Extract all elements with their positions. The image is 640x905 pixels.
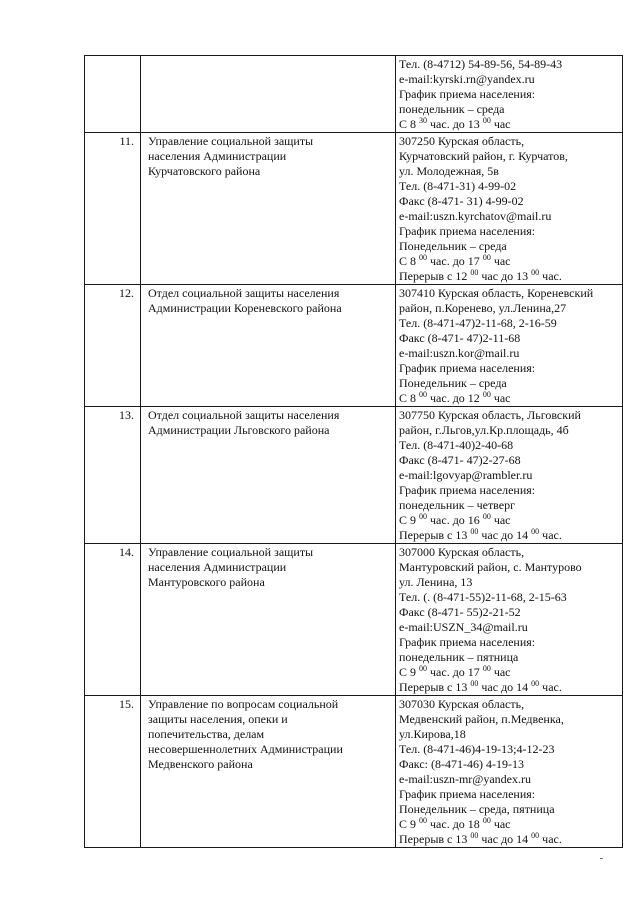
contact-line: понедельник – четверг [399, 498, 516, 512]
schedule-text: Перерыв с 13 [399, 528, 471, 542]
row-number [85, 56, 141, 133]
schedule-line [399, 391, 622, 406]
schedule-line [399, 665, 622, 680]
contact-line: Тел. (. (8-471-55)2-11-68, 2-15-63 [399, 590, 567, 604]
office-name-line: Отдел социальной защиты населения [148, 408, 340, 422]
contact-line: Факс (8-471- 47)2-27-68 [399, 453, 521, 467]
contacts-cell [396, 407, 623, 544]
schedule-line [399, 832, 622, 847]
time-minutes-superscript: 00 [482, 116, 491, 125]
schedule-text: час. до 13 [427, 117, 483, 131]
contact-line: понедельник – пятница [399, 650, 519, 664]
table-row [85, 285, 623, 407]
contact-line: e-mail:uszn-mr@yandex.ru [399, 772, 532, 786]
contact-line: 307750 Курская область, Льговский [399, 408, 581, 422]
contacts-cell [396, 544, 623, 696]
schedule-line [399, 117, 622, 132]
time-minutes-superscript: 00 [531, 679, 540, 688]
time-minutes-superscript: 00 [470, 527, 479, 536]
office-name-cell [141, 56, 396, 133]
time-minutes-superscript: 00 [419, 253, 428, 262]
office-name-line: Мантуровского района [148, 575, 265, 589]
schedule-text: С 8 [399, 117, 420, 131]
schedule-text: час. до 18 [427, 817, 483, 831]
contacts-cell [396, 285, 623, 407]
schedule-text: час до 14 [478, 680, 532, 694]
schedule-text: час [490, 254, 511, 268]
time-minutes-superscript: 00 [482, 664, 491, 673]
schedule-text: час. до 17 [427, 254, 483, 268]
contact-line: График приема населения: [399, 361, 536, 375]
office-name-line: Администрации Кореневского района [148, 301, 342, 315]
table-row [85, 56, 623, 133]
office-name-line: попечительства, делам [148, 727, 265, 741]
office-name-line: защиты населения, опеки и [148, 712, 288, 726]
time-minutes-superscript: 00 [470, 831, 479, 840]
office-name-line: Управление социальной защиты [148, 134, 314, 148]
contact-line: Медвенский район, п.Медвенка, [399, 712, 564, 726]
contact-line: e-mail:lgovyap@rambler.ru [399, 468, 533, 482]
contact-line: ул. Молодежная, 5в [399, 164, 499, 178]
contact-line: Понедельник – среда [399, 376, 507, 390]
time-minutes-superscript: 00 [482, 816, 491, 825]
office-name-line: Курчатовского района [148, 164, 261, 178]
time-minutes-superscript: 00 [419, 390, 428, 399]
schedule-text: час. до 12 [427, 391, 483, 405]
office-name-line: населения Администрации [148, 560, 287, 574]
scan-artifact [600, 858, 603, 859]
contact-line: Мантуровский район, с. Мантурово [399, 560, 582, 574]
schedule-text: час. [539, 680, 562, 694]
schedule-line [399, 269, 622, 284]
contacts-cell [396, 56, 623, 133]
contact-line: e-mail:USZN_34@mail.ru [399, 620, 528, 634]
table-row [85, 133, 623, 285]
contact-line: Тел. (8-471-40)2-40-68 [399, 438, 514, 452]
contact-line: Факс: (8-471-46) 4-19-13 [399, 757, 524, 771]
contact-line: График приема населения: [399, 483, 536, 497]
schedule-text: час [490, 391, 511, 405]
contact-line: График приема населения: [399, 635, 536, 649]
contact-line: район, п.Коренево, ул.Ленина,27 [399, 301, 567, 315]
office-name-line: Отдел социальной защиты населения [148, 286, 340, 300]
schedule-line [399, 528, 622, 543]
schedule-text: час. [539, 269, 562, 283]
time-minutes-superscript: 00 [482, 512, 491, 521]
table-row [85, 407, 623, 544]
office-name-line: населения Администрации [148, 149, 287, 163]
contact-line: Тел. (8-471-31) 4-99-02 [399, 179, 517, 193]
row-number: 12. [85, 285, 141, 407]
office-name-cell [141, 544, 396, 696]
schedule-text: С 8 [399, 391, 420, 405]
time-minutes-superscript: 00 [470, 268, 479, 277]
table-row [85, 544, 623, 696]
schedule-text: час [490, 513, 511, 527]
time-minutes-superscript: 00 [482, 253, 491, 262]
schedule-text: час до 14 [478, 832, 532, 846]
contact-line: Понедельник – среда, пятница [399, 802, 555, 816]
contact-line: ул. Ленина, 13 [399, 575, 473, 589]
office-name-line: несовершеннолетних Администрации [148, 742, 343, 756]
contact-line: e-mail:uszn.kor@mail.ru [399, 346, 520, 360]
office-name-line: Медвенского района [148, 757, 253, 771]
schedule-text: час [490, 817, 511, 831]
office-name-line: Управление социальной защиты [148, 545, 314, 559]
contact-line: Факс (8-471- 31) 4-99-02 [399, 194, 524, 208]
row-number: 11. [85, 133, 141, 285]
contact-line: 307250 Курская область, [399, 134, 525, 148]
schedule-text: С 9 [399, 817, 420, 831]
office-name-cell [141, 285, 396, 407]
schedule-line [399, 680, 622, 695]
schedule-text: С 9 [399, 665, 420, 679]
schedule-line [399, 513, 622, 528]
row-number: 14. [85, 544, 141, 696]
schedule-text: час до 14 [478, 528, 532, 542]
contact-line: ул.Кирова,18 [399, 727, 466, 741]
contact-line: 307030 Курская область, [399, 697, 525, 711]
time-minutes-superscript: 00 [531, 527, 540, 536]
time-minutes-superscript: 00 [419, 664, 428, 673]
schedule-text: Перерыв с 12 [399, 269, 471, 283]
time-minutes-superscript: 00 [419, 816, 428, 825]
contact-line: e-mail:uszn.kyrchatov@mail.ru [399, 209, 552, 223]
contact-line: Факс (8-471- 47)2-11-68 [399, 331, 521, 345]
time-minutes-superscript: 00 [419, 512, 428, 521]
contact-line: e-mail:kyrski.rn@yandex.ru [399, 72, 535, 86]
schedule-line [399, 817, 622, 832]
contact-line: Курчатовский район, г. Курчатов, [399, 149, 568, 163]
office-name-cell [141, 133, 396, 285]
office-name-line: Управление по вопросам социальной [148, 697, 339, 711]
contact-line: 307000 Курская область, [399, 545, 525, 559]
schedule-text: час. до 16 [427, 513, 483, 527]
offices-table [84, 55, 623, 848]
contact-line: Тел. (8-471-46)4-19-13;4-12-23 [399, 742, 555, 756]
time-minutes-superscript: 30 [419, 116, 428, 125]
contact-line: район, г.Льгов,ул.Кр.площадь, 4б [399, 423, 569, 437]
contact-line: График приема населения: [399, 224, 536, 238]
row-number: 13. [85, 407, 141, 544]
contacts-cell [396, 133, 623, 285]
schedule-text: Перерыв с 13 [399, 832, 471, 846]
contact-line: Тел. (8-471-47)2-11-68, 2-16-59 [399, 316, 557, 330]
contact-line: График приема населения: [399, 87, 536, 101]
schedule-text: час. до 17 [427, 665, 483, 679]
office-name-line: Администрации Льговского района [148, 423, 330, 437]
table-body [85, 56, 623, 848]
schedule-text: час. [539, 832, 562, 846]
row-number: 15. [85, 696, 141, 848]
schedule-text: час. [539, 528, 562, 542]
schedule-text: час [490, 117, 511, 131]
contact-line: Понедельник – среда [399, 239, 507, 253]
schedule-text: С 8 [399, 254, 420, 268]
office-name-cell [141, 696, 396, 848]
schedule-text: С 9 [399, 513, 420, 527]
office-name-cell [141, 407, 396, 544]
contact-line: понедельник – среда [399, 102, 505, 116]
contacts-cell [396, 696, 623, 848]
time-minutes-superscript: 00 [531, 831, 540, 840]
schedule-line [399, 254, 622, 269]
schedule-text: час до 13 [478, 269, 532, 283]
schedule-text: час [490, 665, 511, 679]
time-minutes-superscript: 00 [470, 679, 479, 688]
time-minutes-superscript: 00 [482, 390, 491, 399]
contact-line: Факс (8-471- 55)2-21-52 [399, 605, 521, 619]
time-minutes-superscript: 00 [531, 268, 540, 277]
contact-line: График приема населения: [399, 787, 536, 801]
table-row [85, 696, 623, 848]
schedule-text: Перерыв с 13 [399, 680, 471, 694]
contact-line: 307410 Курская область, Кореневский [399, 286, 594, 300]
contact-line: Тел. (8-4712) 54-89-56, 54-89-43 [399, 57, 563, 71]
